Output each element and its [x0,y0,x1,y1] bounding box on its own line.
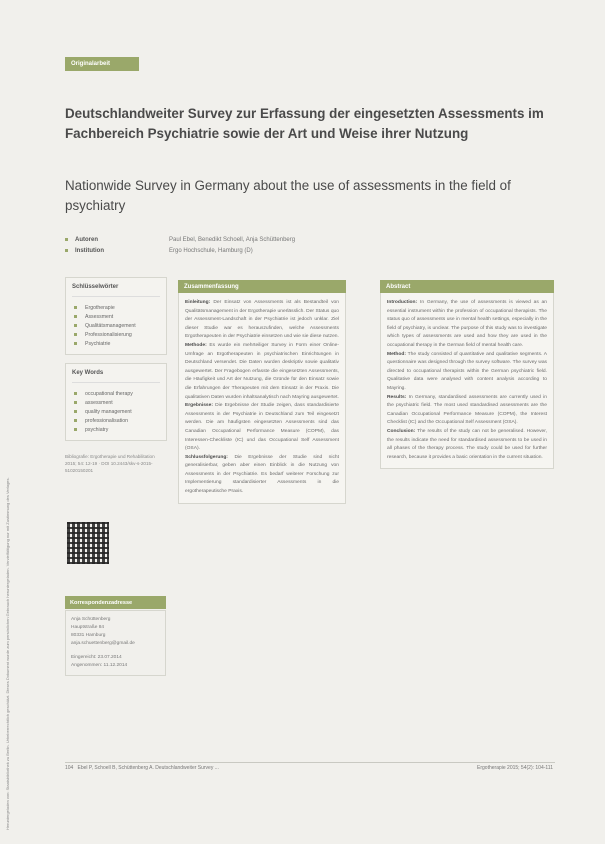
keywords-english: Key Words occupational therapy assessment quality management professionalisation psychiatry [65,363,167,441]
keyword-item: psychiatry [72,425,160,434]
abstract-paragraph: Introduction: In Germany, the use of assessments is viewed as an essential instrument within the profession of occupational therapists. The status quo of assessments use in mental health settings, especially in the field of psychiatry, is unclear. The purpose of this study was to investigate which types of assessments are used and how they are used in the occupational therapy in the German field of mental health care. [387,300,547,348]
article-meta [65,234,295,256]
bullet-icon [74,333,77,336]
bullet-icon [74,306,77,309]
abstract-paragraph: Methode: Es wurde ein mehrteiliger Survey in Form einer Online-Umfrage an Ergotherapeuten in psychiatrischen Einrichtungen in Deutschland versendet. Die Daten wurden deskriptiv sowie qualitativ ausgewertet. Der Fragebogen erfasste die eingesetzten Assessments, die Häufigkeit und Art der Nutzung, die Gründe für den Einsatz sowie die Erfahrungen der Therapeuten mit dem Einsatz in der Praxis. Die qualitativen Daten wurden inhaltsanalytisch nach Mayring ausgewertet. [185,342,339,400]
abstract-paragraph: Einleitung: Der Einsatz von Assessments ist als Bestandteil von Qualitätsmanagement in der Ergotherapie unerlässlich. Der Status quo der Assessment-Landschaft in der Psychiatrie ist jedoch unklar. Ziel dieser Studie war es herauszufinden, welche Assessments Ergotherapeuten in der Psychiatrie einsetzen und wie sie diese nutzen. [185,300,339,340]
bullet-icon [74,410,77,413]
abstract-paragraph: Schlussfolgerung: Die Ergebnisse der Studie sind nicht generalisierbar, geben aber einen Einblick in die Nutzung von Assessments in der Psychiatrie. Es bedarf weiterer Forschung zur Implementierung standardisierter Assessments in die ergotherapeutische Praxis. [185,454,339,495]
abstract-english [380,280,554,469]
footer-citation: 104 Ebel P, Schoell B, Schüttenberg A. Deutschlandweiter Survey ... [65,765,219,771]
bullet-icon [74,419,77,422]
bullet-icon [65,238,68,241]
keyword-item: Assessment [72,312,160,321]
bullet-icon [65,249,68,252]
qr-code-icon [67,522,109,564]
bullet-icon [74,428,77,431]
page-number: 104 [65,765,74,771]
abstract-german-header: Zusammenfassung [178,280,346,293]
keyword-item: occupational therapy [72,389,160,398]
abstract-english-header: Abstract [380,280,554,293]
bullet-icon [74,392,77,395]
abstract-german [178,280,346,504]
title-english: Nationwide Survey in Germany about the use of assessments in the field of psychiatry [65,178,511,213]
keyword-item: professionalisation [72,416,160,425]
keyword-item: assessment [72,398,160,407]
bullet-icon [74,315,77,318]
meta-institution: Institution Ergo Hochschule, Hamburg (D) [65,245,295,256]
footer-journal: Ergotherapie 2015; 54(2): 104-111 [477,765,553,771]
abstract-paragraph: Method: The study consisted of quantitative and qualitative segments. A questionnaire was designed through the survey software. The survey was directed to occupational therapists within the German psychiatric field. Qualitative data were analysed with content analysis according to Mayring. [387,351,547,391]
footer-divider [65,762,555,763]
bullet-icon [74,342,77,345]
keyword-item: Psychiatrie [72,339,160,348]
article-type-badge: Originalarbeit [65,57,139,71]
keyword-sidebar [65,277,167,474]
abstract-paragraph: Conclusion: The results of the study can not be generalised. However, the results indicate the need for standardised assessments to be used in all phases of the therapy process. The study could be used for further research, because it provides a basic orientation in the current situation. [387,428,547,460]
meta-authors: Autoren Paul Ebel, Benedikt Schoell, Anja Schüttenberg [65,234,295,245]
abstract-paragraph: Results: In Germany, standardised assessments are currently used in the psychiatric field. The most used standardised assessments are the Canadian Occupational Performance Measure (COPM), the Interest Checklist (IC) and the Occupational Self Assessment (OSA). [387,394,547,426]
bibliography-note: Bibliografie: Ergotherapie und Rehabilitation 2015; 54: 12-19 · DOI 10.2443/skv-s-2015-51020150201 [65,454,155,473]
abstract-paragraph: Ergebnisse: Die Ergebnisse der Studie zeigen, dass standardisierte Assessments in der Psychiatrie in Deutschland zum Teil eingesetzt werden. Die am häufigsten eingesetzten Assessments sind das Canadian Occupational Performance Measure (COPM), das Interessen-Checkliste (IC) und das Occupational Self Assessment (OSA). [185,403,339,452]
keyword-item: Qualitätsmanagement [72,321,160,330]
keywords-german: Schlüsselwörter Ergotherapie Assessment Qualitätsmanagement Professionalisierung Psychiatrie [65,277,167,355]
bullet-icon [74,401,77,404]
correspondence-email[interactable]: anja.schuettenberg@gmail.de [71,641,135,646]
correspondence-address: Anja Schüttenberg Hauptstraße 84 80331 Hamburg anja.schuettenberg@gmail.de Eingereicht: 23.07.2014 Angenommen: 11.12.2014 [65,610,166,676]
keyword-item: Ergotherapie [72,303,160,312]
bullet-icon [74,324,77,327]
correspondence-header: Korrespondenzadresse [65,596,166,609]
keyword-item: quality management [72,407,160,416]
keyword-item: Professionalisierung [72,330,160,339]
download-notice: Heruntergeladen von: Staatsbibliothek zu Berlin. Urheberrechtlich geschützt. Dieses Dokument wurde zum persönlichen Gebrauch heruntergeladen. Vervielfältigung nur mit Zustimmung des Verlages. [5,477,10,830]
title-german: Deutschlandweiter Survey zur Erfassung der eingesetzten Assessments im Fachbereich Psychiatrie sowie der Art und Weise ihrer Nutzung [65,106,544,141]
